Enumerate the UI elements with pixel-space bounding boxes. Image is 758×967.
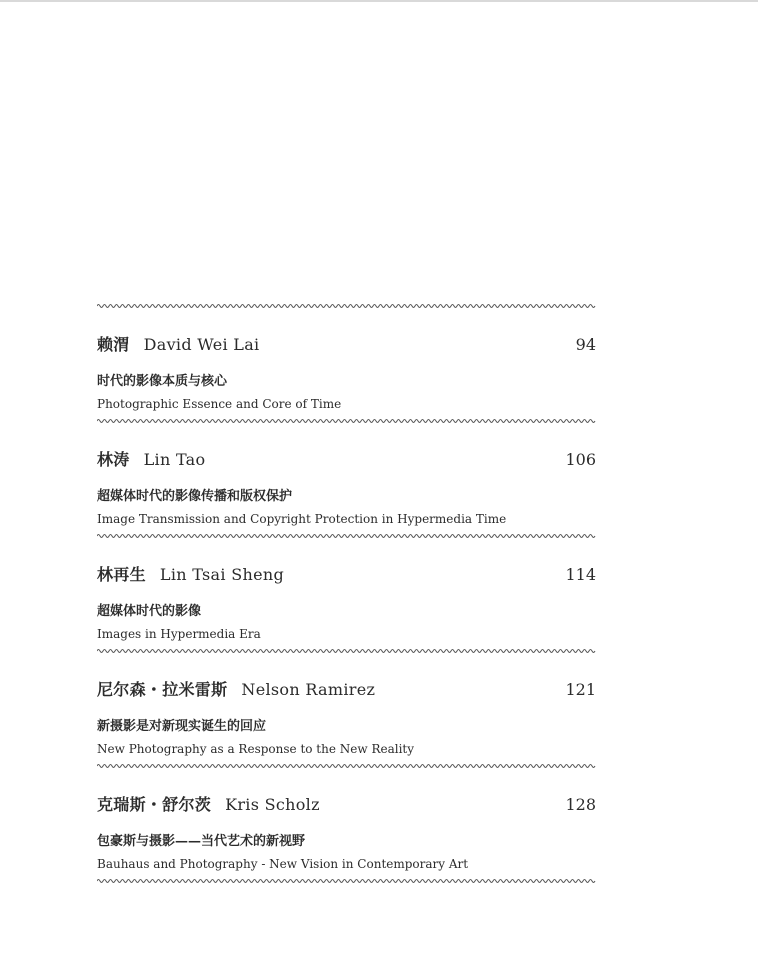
author-name-en: Kris Scholz: [225, 795, 320, 814]
toc-entry[interactable]: [97, 657, 596, 760]
article-title-zh: 新摄影是对新现实诞生的回应: [97, 719, 267, 734]
author-name-en: Nelson Ramirez: [241, 680, 376, 699]
article-title-zh: 超媒体时代的影像: [97, 604, 202, 619]
author-name-en: David Wei Lai: [143, 335, 260, 354]
author-name-en: Lin Tsai Sheng: [159, 565, 284, 584]
article-title-en: Image Transmission and Copyright Protection in Hypermedia Time: [97, 512, 507, 526]
article-title-zh: 超媒体时代的影像传播和版权保护: [97, 489, 293, 504]
article-title-en: Bauhaus and Photography - New Vision in Contemporary Art: [97, 857, 469, 871]
author-name: [97, 447, 205, 470]
author-name-zh: 赖渭: [97, 335, 130, 354]
author-name-zh: 林涛: [97, 450, 130, 469]
page-number: 106: [565, 450, 596, 469]
author-row: [97, 792, 596, 816]
page-number: 94: [575, 335, 596, 354]
wavy-divider: [97, 760, 596, 772]
wavy-divider: [97, 415, 596, 427]
toc-entry[interactable]: [97, 772, 596, 875]
author-row: [97, 447, 596, 471]
article-title-zh: 包豪斯与摄影——当代艺术的新视野: [97, 834, 306, 849]
author-name: [97, 677, 375, 700]
author-name-zh: 尼尔森・拉米雷斯: [97, 680, 228, 699]
toc-entry[interactable]: [97, 312, 596, 415]
wavy-divider: [97, 875, 596, 887]
author-name: [97, 562, 284, 585]
top-edge-line: [0, 0, 758, 2]
author-name: [97, 332, 259, 355]
table-of-contents: [97, 300, 596, 887]
author-name-zh: 林再生: [97, 565, 146, 584]
page-number: 114: [565, 565, 596, 584]
wavy-divider: [97, 645, 596, 657]
author-name: [97, 792, 320, 815]
author-name-en: Lin Tao: [143, 450, 206, 469]
author-row: [97, 562, 596, 586]
wavy-divider: [97, 530, 596, 542]
article-title-en: New Photography as a Response to the New Reality: [97, 742, 415, 756]
article-title-zh: 时代的影像本质与核心: [97, 374, 228, 389]
author-row: [97, 332, 596, 356]
page-number: 128: [565, 795, 596, 814]
toc-entry[interactable]: [97, 542, 596, 645]
page-number: 121: [565, 680, 596, 699]
author-name-zh: 克瑞斯・舒尔茨: [97, 795, 212, 814]
author-row: [97, 677, 596, 701]
toc-entry[interactable]: [97, 427, 596, 530]
article-title-en: Photographic Essence and Core of Time: [97, 397, 342, 411]
wavy-divider: [97, 300, 596, 312]
article-title-en: Images in Hypermedia Era: [97, 627, 261, 641]
